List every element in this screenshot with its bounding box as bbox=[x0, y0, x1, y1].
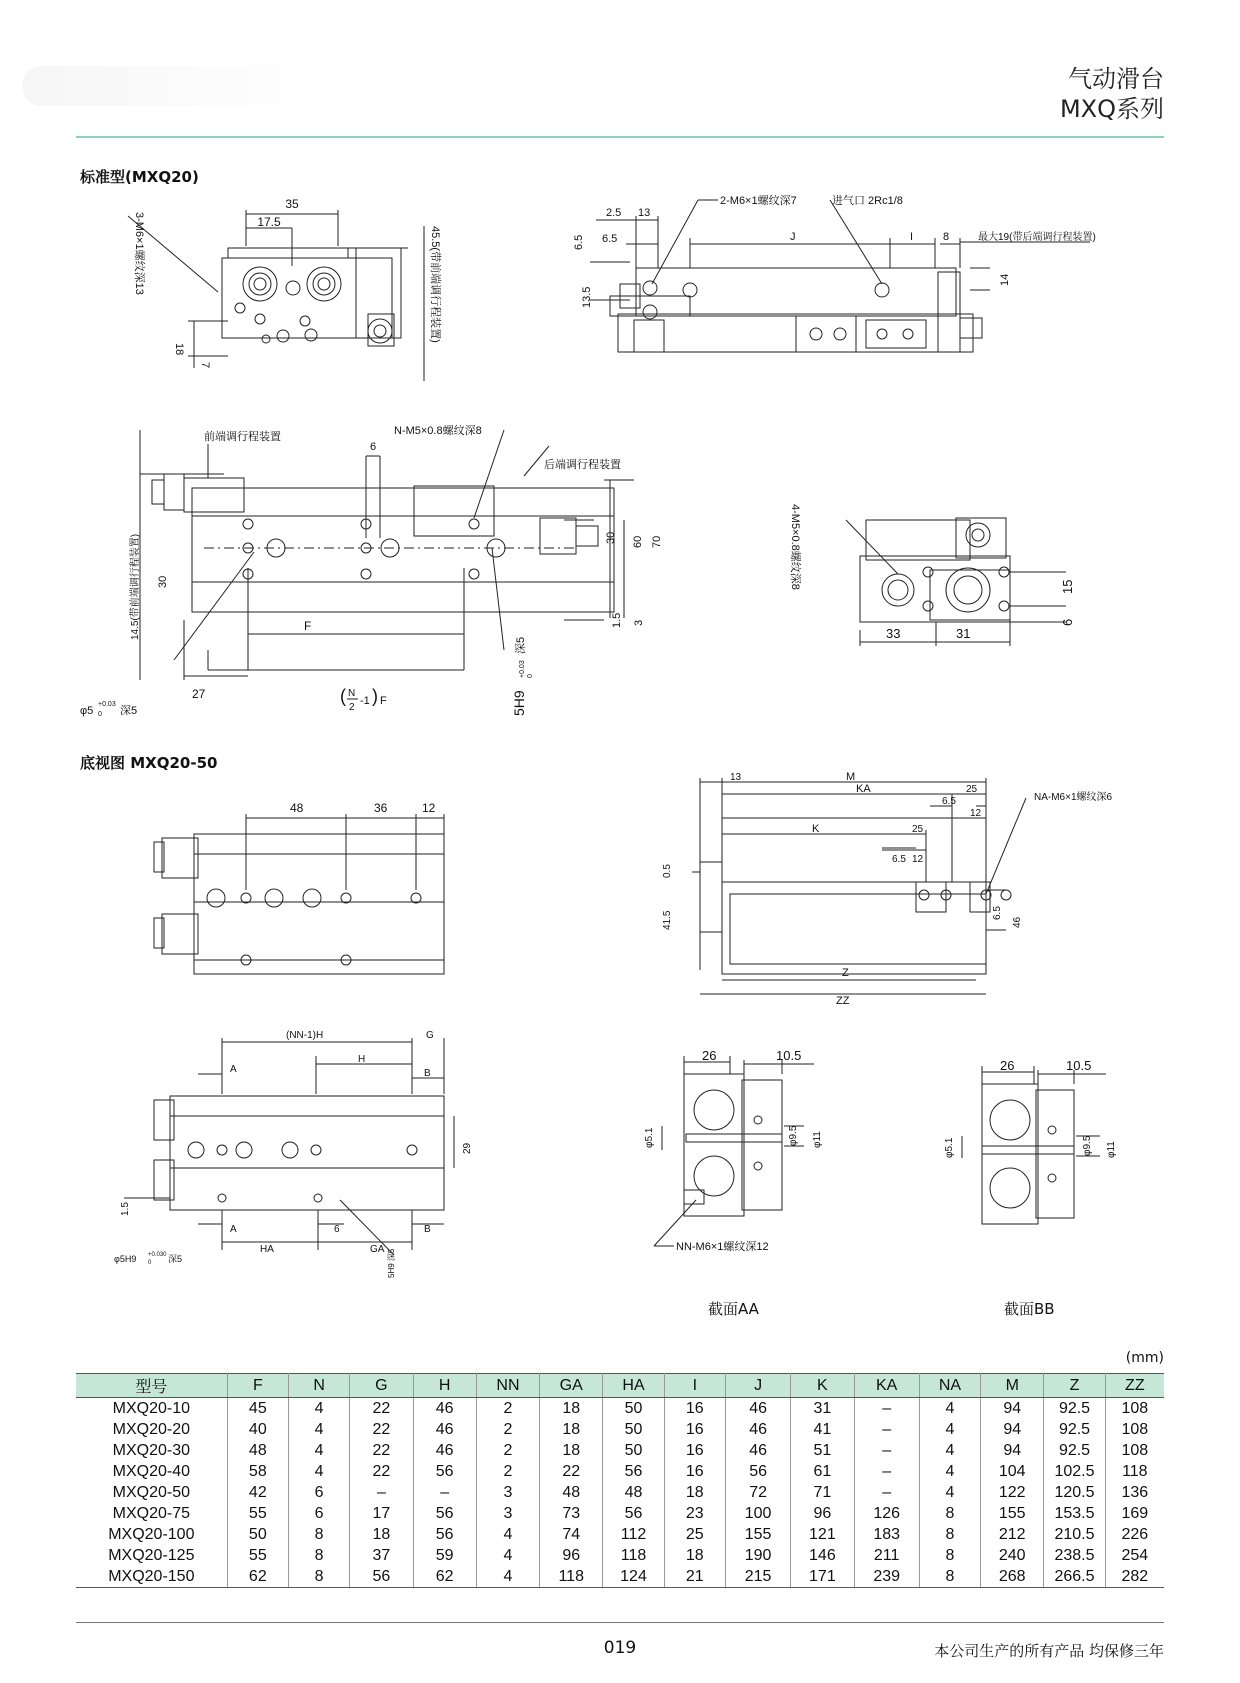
dim-6: 6 bbox=[334, 1224, 340, 1235]
table-cell: 50 bbox=[227, 1524, 288, 1545]
dim-KA: KA bbox=[856, 783, 871, 795]
dim-13: 13 bbox=[730, 772, 742, 783]
formula-paren-open: ( bbox=[340, 686, 346, 706]
col-header: KA bbox=[854, 1374, 919, 1398]
dim-ZZ: ZZ bbox=[836, 995, 850, 1007]
header-title-line2: MXQ系列 bbox=[1059, 95, 1164, 123]
table-cell: 254 bbox=[1121, 1546, 1149, 1564]
dim-phi9-5: φ9.5 bbox=[788, 1125, 799, 1146]
dim-A-bottom: A bbox=[230, 1224, 237, 1235]
rear-adjuster-label: 后端调行程装置 bbox=[544, 459, 621, 471]
slot-tol-upper: +0.03 bbox=[519, 660, 526, 678]
table-cell: 25 bbox=[664, 1524, 725, 1545]
dim-12-mid: 12 bbox=[912, 854, 924, 865]
table-cell: 74 bbox=[540, 1524, 603, 1545]
table-cell: MXQ20-40 bbox=[76, 1461, 227, 1482]
dim-1-5: 1.5 bbox=[120, 1202, 131, 1216]
logo-placeholder bbox=[22, 66, 342, 106]
dim-60: 60 bbox=[632, 535, 644, 548]
table-cell: 136 bbox=[1121, 1483, 1149, 1501]
dim-27: 27 bbox=[192, 687, 206, 701]
dim-K: K bbox=[812, 823, 820, 835]
table-cell: 94 bbox=[981, 1440, 1044, 1461]
formula-F: F bbox=[380, 695, 387, 707]
table-cell: 22 bbox=[350, 1398, 413, 1420]
table-cell: 118 bbox=[1122, 1462, 1148, 1480]
col-header: 型号 bbox=[76, 1374, 227, 1398]
table-cell: 18 bbox=[540, 1398, 603, 1420]
dim-8: 8 bbox=[943, 231, 950, 243]
dim-48: 48 bbox=[290, 801, 304, 815]
table-cell: 56 bbox=[603, 1503, 664, 1524]
table-cell: 169 bbox=[1121, 1504, 1149, 1522]
warranty-note: 本公司生产的所有产品 均保修三年 bbox=[934, 1642, 1164, 1660]
table-cell: 212 bbox=[981, 1524, 1044, 1545]
dim-0-5: 0.5 bbox=[662, 864, 673, 878]
dim-31: 31 bbox=[956, 626, 971, 641]
table-cell: 46 bbox=[725, 1419, 790, 1440]
table-cell: – bbox=[854, 1398, 919, 1420]
table-cell: 118 bbox=[603, 1545, 664, 1566]
col-header: GA bbox=[540, 1374, 603, 1398]
table-cell: 226 bbox=[1121, 1525, 1149, 1543]
table-cell: 96 bbox=[540, 1545, 603, 1566]
table-cell: 46 bbox=[413, 1440, 476, 1461]
table-cell: – bbox=[854, 1440, 919, 1461]
table-cell: 153.5 bbox=[1044, 1503, 1105, 1524]
dim-6-5-side: 6.5 bbox=[573, 234, 585, 250]
side-note-45-5: 45.5(带前端调行程装置) bbox=[429, 226, 441, 343]
table-cell: 155 bbox=[981, 1503, 1044, 1524]
dim-70: 70 bbox=[651, 535, 663, 548]
table-cell: 73 bbox=[540, 1503, 603, 1524]
table-cell: 50 bbox=[603, 1440, 664, 1461]
drawing-bottom-view bbox=[150, 790, 460, 990]
dim-M: M bbox=[846, 771, 856, 783]
table-row bbox=[76, 1524, 1164, 1545]
table-cell: 16 bbox=[664, 1461, 725, 1482]
table-cell: 4 bbox=[288, 1440, 349, 1461]
table-cell: 92.5 bbox=[1044, 1440, 1105, 1461]
hole-phi5h9: φ5H9 bbox=[114, 1254, 137, 1264]
table-row bbox=[76, 1419, 1164, 1440]
formula-numerator: N bbox=[348, 688, 356, 699]
table-cell: 18 bbox=[664, 1482, 725, 1503]
dim-6-5-mid: 6.5 bbox=[892, 854, 906, 865]
table-cell: 92.5 bbox=[1044, 1419, 1105, 1440]
dim-25-mid: 25 bbox=[912, 824, 924, 835]
table-cell: 58 bbox=[227, 1461, 288, 1482]
table-cell: 4 bbox=[476, 1524, 539, 1545]
dim-12: 12 bbox=[422, 801, 436, 815]
dim-41-5: 41.5 bbox=[662, 910, 673, 930]
table-cell: 56 bbox=[413, 1503, 476, 1524]
table-cell: 48 bbox=[603, 1482, 664, 1503]
dim-A-top: A bbox=[230, 1064, 237, 1075]
caption-section-aa: 截面AA bbox=[708, 1300, 759, 1318]
dim-26: 26 bbox=[702, 1048, 717, 1063]
table-row bbox=[76, 1461, 1164, 1482]
table-cell: 8 bbox=[919, 1524, 980, 1545]
table-cell: 210.5 bbox=[1044, 1524, 1105, 1545]
table-cell: 240 bbox=[981, 1545, 1044, 1566]
table-cell: 37 bbox=[350, 1545, 413, 1566]
drawing-end-view bbox=[128, 196, 458, 386]
caption-section-bb: 截面BB bbox=[1004, 1300, 1055, 1318]
table-cell: 3 bbox=[476, 1503, 539, 1524]
table-cell: 18 bbox=[664, 1545, 725, 1566]
dim-GA: GA bbox=[370, 1244, 385, 1255]
dim-B-bottom: B bbox=[424, 1224, 431, 1235]
table-row bbox=[76, 1440, 1164, 1461]
page-number: 019 bbox=[603, 1638, 637, 1658]
dim-Z: Z bbox=[842, 967, 849, 979]
col-header: Z bbox=[1044, 1374, 1105, 1398]
col-header: ZZ bbox=[1105, 1374, 1164, 1398]
hole-depth: 深5 bbox=[168, 1254, 183, 1264]
thread-note: 3-M6×1螺纹深13 bbox=[133, 212, 145, 295]
table-cell: 266.5 bbox=[1044, 1566, 1105, 1588]
front-adjuster-label: 前端调行程装置 bbox=[204, 431, 281, 443]
table-cell: 171 bbox=[791, 1566, 854, 1588]
table-cell: 146 bbox=[791, 1545, 854, 1566]
table-cell: 211 bbox=[854, 1545, 919, 1566]
table-cell: 4 bbox=[919, 1398, 980, 1420]
section-title-bottom: 底视图 MXQ20-50 bbox=[80, 754, 218, 772]
table-cell: 42 bbox=[227, 1482, 288, 1503]
table-cell: 8 bbox=[288, 1524, 349, 1545]
table-cell: – bbox=[413, 1482, 476, 1503]
table-cell: 94 bbox=[981, 1419, 1044, 1440]
table-cell: MXQ20-20 bbox=[76, 1419, 227, 1440]
formula-paren-close: ) bbox=[372, 686, 378, 706]
dim-phi5-1: φ5.1 bbox=[644, 1127, 655, 1148]
side-note-14-5: 14.5(带前端调行程装置) bbox=[130, 533, 141, 640]
dim-J: J bbox=[790, 231, 796, 243]
table-cell: 102.5 bbox=[1044, 1461, 1105, 1482]
table-cell: 108 bbox=[1121, 1399, 1149, 1417]
table-cell: 16 bbox=[664, 1440, 725, 1461]
table-cell: 55 bbox=[227, 1545, 288, 1566]
table-cell: 50 bbox=[603, 1419, 664, 1440]
drawing-side-view bbox=[573, 190, 1170, 390]
dim-13-5: 13.5 bbox=[581, 286, 593, 308]
table-cell: 122 bbox=[981, 1482, 1044, 1503]
table-cell: 22 bbox=[540, 1461, 603, 1482]
table-cell: 56 bbox=[725, 1461, 790, 1482]
col-header: M bbox=[981, 1374, 1044, 1398]
table-cell: 16 bbox=[664, 1398, 725, 1420]
table-cell: 268 bbox=[981, 1566, 1044, 1588]
table-cell: 18 bbox=[350, 1524, 413, 1545]
table-cell: 16 bbox=[664, 1419, 725, 1440]
table-cell: 8 bbox=[288, 1566, 349, 1588]
table-cell: 22 bbox=[350, 1440, 413, 1461]
inlet-note: 进气口 2Rc1/8 bbox=[832, 195, 903, 207]
dim-G: G bbox=[426, 1030, 434, 1041]
table-cell: 4 bbox=[919, 1440, 980, 1461]
thread-2-m6: 2-M6×1螺纹深7 bbox=[720, 195, 797, 207]
dim-B-top: B bbox=[424, 1068, 431, 1079]
table-cell: 108 bbox=[1121, 1420, 1149, 1438]
thread-4-m5: 4-M5×0.8螺纹深8 bbox=[789, 504, 801, 590]
table-cell: 56 bbox=[413, 1524, 476, 1545]
table-cell: 2 bbox=[476, 1419, 539, 1440]
table-cell: MXQ20-75 bbox=[76, 1503, 227, 1524]
table-cell: 46 bbox=[413, 1419, 476, 1440]
dim-6: 6 bbox=[370, 441, 377, 453]
table-cell: 46 bbox=[413, 1398, 476, 1420]
table-cell: 112 bbox=[603, 1524, 664, 1545]
hole-tol-lower: 0 bbox=[148, 1260, 152, 1266]
thread-nn-m6: NN-M6×1螺纹深12 bbox=[676, 1241, 769, 1253]
table-cell: 124 bbox=[603, 1566, 664, 1588]
table-cell: 6 bbox=[288, 1503, 349, 1524]
table-cell: 71 bbox=[791, 1482, 854, 1503]
table-cell: MXQ20-50 bbox=[76, 1482, 227, 1503]
dim-I: I bbox=[910, 231, 914, 243]
table-row bbox=[76, 1482, 1164, 1503]
slot-depth: 深5 bbox=[515, 636, 527, 654]
table-body bbox=[76, 1398, 1164, 1588]
dim-12-top: 12 bbox=[970, 808, 982, 819]
drawing-side-view-2 bbox=[662, 770, 1156, 1010]
hole-tol-lower: 0 bbox=[98, 711, 102, 718]
col-header: F bbox=[227, 1374, 288, 1398]
dim-36: 36 bbox=[374, 801, 388, 815]
table-row bbox=[76, 1566, 1164, 1588]
dim-6: 6 bbox=[1060, 618, 1075, 626]
table-cell: 62 bbox=[413, 1566, 476, 1588]
dim-nn-1-h: (NN-1)H bbox=[286, 1030, 324, 1041]
table-cell: 51 bbox=[791, 1440, 854, 1461]
table-cell: 4 bbox=[476, 1566, 539, 1588]
table-cell: 126 bbox=[854, 1503, 919, 1524]
thread-na-m6: NA-M6×1螺纹深6 bbox=[1034, 792, 1113, 803]
hole-depth: 深5 bbox=[120, 705, 138, 717]
dim-1-5: 1.5 bbox=[611, 612, 623, 628]
dim-HA: HA bbox=[260, 1244, 274, 1255]
table-cell: 108 bbox=[1121, 1441, 1149, 1459]
table-cell: 4 bbox=[476, 1545, 539, 1566]
table-cell: 48 bbox=[227, 1440, 288, 1461]
table-cell: MXQ20-30 bbox=[76, 1440, 227, 1461]
table-cell: 2 bbox=[476, 1440, 539, 1461]
table-cell: – bbox=[350, 1482, 413, 1503]
table-cell: 6 bbox=[288, 1482, 349, 1503]
table-cell: 46 bbox=[725, 1440, 790, 1461]
table-cell: 8 bbox=[919, 1566, 980, 1588]
table-cell: 8 bbox=[919, 1503, 980, 1524]
table-cell: 2 bbox=[476, 1461, 539, 1482]
table-cell: 8 bbox=[919, 1545, 980, 1566]
footer-divider bbox=[76, 1622, 1164, 1623]
header-title-line1: 气动滑台 bbox=[1068, 65, 1164, 93]
table-cell: 8 bbox=[288, 1545, 349, 1566]
table-row bbox=[76, 1545, 1164, 1566]
table-cell: 190 bbox=[725, 1545, 790, 1566]
table-cell: 56 bbox=[603, 1461, 664, 1482]
table-cell: 4 bbox=[919, 1419, 980, 1440]
dim-18: 18 bbox=[173, 343, 185, 356]
dim-10-5: 10.5 bbox=[776, 1048, 802, 1063]
table-cell: 118 bbox=[540, 1566, 603, 1588]
drawing-end-view-2 bbox=[789, 504, 1096, 660]
table-cell: 50 bbox=[603, 1398, 664, 1420]
table-cell: 40 bbox=[227, 1419, 288, 1440]
dim-6-5-right: 6.5 bbox=[992, 906, 1003, 920]
table-cell: 155 bbox=[725, 1524, 790, 1545]
col-header: N bbox=[288, 1374, 349, 1398]
dim-phi5-1: φ5.1 bbox=[944, 1137, 955, 1158]
table-cell: 100 bbox=[725, 1503, 790, 1524]
table-cell: 48 bbox=[540, 1482, 603, 1503]
hole-tol-upper: +0.030 bbox=[148, 1252, 167, 1258]
hole-tol-upper: +0.03 bbox=[98, 701, 116, 708]
drawing-bottom-view-2 bbox=[104, 1030, 484, 1280]
slot-tol-lower: 0 bbox=[527, 674, 534, 678]
formula-denominator: 2 bbox=[349, 702, 355, 713]
dim-phi11: φ11 bbox=[812, 1131, 823, 1148]
drawing-section-bb bbox=[930, 1060, 1130, 1260]
dim-10-5: 10.5 bbox=[1066, 1058, 1092, 1073]
table-cell: MXQ20-150 bbox=[76, 1566, 227, 1588]
table-cell: 18 bbox=[540, 1419, 603, 1440]
slot-5h9: 5H9 深5 bbox=[387, 1248, 396, 1278]
section-title-standard: 标准型(MXQ20) bbox=[80, 168, 199, 186]
page-header bbox=[1060, 64, 1164, 124]
col-header: I bbox=[664, 1374, 725, 1398]
table-cell: 72 bbox=[725, 1482, 790, 1503]
table-cell: 282 bbox=[1105, 1566, 1164, 1588]
table-cell: – bbox=[854, 1461, 919, 1482]
table-header-row bbox=[76, 1374, 1164, 1398]
table-cell: 21 bbox=[664, 1566, 725, 1588]
header-divider bbox=[76, 136, 1164, 138]
table-cell: 104 bbox=[981, 1461, 1044, 1482]
table-cell: 3 bbox=[476, 1482, 539, 1503]
table-cell: MXQ20-100 bbox=[76, 1524, 227, 1545]
table-cell: 23 bbox=[664, 1503, 725, 1524]
dimension-table bbox=[76, 1373, 1164, 1588]
slot-5h9: 5H9 bbox=[511, 690, 527, 716]
drawing-top-view bbox=[80, 420, 684, 740]
table-cell: 96 bbox=[791, 1503, 854, 1524]
table-cell: MXQ20-125 bbox=[76, 1545, 227, 1566]
table-cell: 56 bbox=[413, 1461, 476, 1482]
dim-7: 7 bbox=[199, 362, 211, 369]
table-cell: 2 bbox=[476, 1398, 539, 1420]
col-header: NA bbox=[919, 1374, 980, 1398]
table-cell: 22 bbox=[350, 1461, 413, 1482]
table-cell: 46 bbox=[725, 1398, 790, 1420]
dim-30-left: 30 bbox=[157, 575, 169, 588]
dim-F: F bbox=[304, 619, 312, 633]
table-cell: 56 bbox=[350, 1566, 413, 1588]
thread-n-m5: N-M5×0.8螺纹深8 bbox=[394, 425, 482, 437]
table-row bbox=[76, 1398, 1164, 1420]
dim-26: 26 bbox=[1000, 1058, 1015, 1073]
col-header: NN bbox=[476, 1374, 539, 1398]
max19-note: 最大19(带后端调行程装置) bbox=[978, 232, 1096, 243]
dim-25-top: 25 bbox=[966, 784, 978, 795]
table-cell: 121 bbox=[791, 1524, 854, 1545]
table-cell: 239 bbox=[854, 1566, 919, 1588]
table-cell: 31 bbox=[791, 1398, 854, 1420]
hole-phi5: φ5 bbox=[80, 705, 94, 717]
table-cell: 4 bbox=[919, 1461, 980, 1482]
col-header: H bbox=[413, 1374, 476, 1398]
col-header: J bbox=[725, 1374, 790, 1398]
table-cell: 238.5 bbox=[1044, 1545, 1105, 1566]
table-cell: 4 bbox=[288, 1419, 349, 1440]
table-cell: – bbox=[854, 1482, 919, 1503]
table-cell: 22 bbox=[350, 1419, 413, 1440]
table-cell: 92.5 bbox=[1044, 1398, 1105, 1420]
table-cell: 4 bbox=[288, 1461, 349, 1482]
dim-30-right: 30 bbox=[605, 531, 617, 544]
dim-14: 14 bbox=[999, 273, 1011, 286]
table-unit: (mm) bbox=[1125, 1350, 1164, 1366]
table-cell: 61 bbox=[791, 1461, 854, 1482]
dim-29: 29 bbox=[462, 1142, 473, 1154]
col-header: G bbox=[350, 1374, 413, 1398]
table-cell: 41 bbox=[791, 1419, 854, 1440]
table-cell: – bbox=[854, 1419, 919, 1440]
table-cell: 59 bbox=[413, 1545, 476, 1566]
table-cell: 4 bbox=[288, 1398, 349, 1420]
dim-6-5-top: 6.5 bbox=[602, 233, 618, 245]
table-cell: 55 bbox=[227, 1503, 288, 1524]
table-cell: 62 bbox=[227, 1566, 288, 1588]
table-row bbox=[76, 1503, 1164, 1524]
table-cell: 18 bbox=[540, 1440, 603, 1461]
dim-35: 35 bbox=[285, 197, 299, 211]
dim-15: 15 bbox=[1060, 579, 1075, 594]
dim-phi11: φ11 bbox=[1106, 1141, 1117, 1158]
dim-17-5: 17.5 bbox=[257, 215, 281, 229]
col-header: K bbox=[791, 1374, 854, 1398]
dim-2-5: 2.5 bbox=[606, 207, 622, 219]
dim-6-5-top: 6.5 bbox=[942, 796, 956, 807]
table-cell: 17 bbox=[350, 1503, 413, 1524]
table-cell: MXQ20-10 bbox=[76, 1398, 227, 1420]
table-cell: 183 bbox=[854, 1524, 919, 1545]
table-cell: 215 bbox=[725, 1566, 790, 1588]
table-cell: 94 bbox=[981, 1398, 1044, 1420]
dim-3: 3 bbox=[633, 619, 645, 626]
table-cell: 45 bbox=[227, 1398, 288, 1420]
dim-13: 13 bbox=[638, 207, 651, 219]
formula-rest: -1 bbox=[360, 695, 370, 707]
dim-phi9-5: φ9.5 bbox=[1082, 1135, 1093, 1156]
dim-46: 46 bbox=[1012, 916, 1023, 928]
table-cell: 120.5 bbox=[1044, 1482, 1105, 1503]
drawing-section-aa bbox=[624, 1050, 854, 1270]
dim-H: H bbox=[358, 1054, 366, 1065]
dim-33: 33 bbox=[886, 626, 901, 641]
col-header: HA bbox=[603, 1374, 664, 1398]
table-cell: 4 bbox=[919, 1482, 980, 1503]
